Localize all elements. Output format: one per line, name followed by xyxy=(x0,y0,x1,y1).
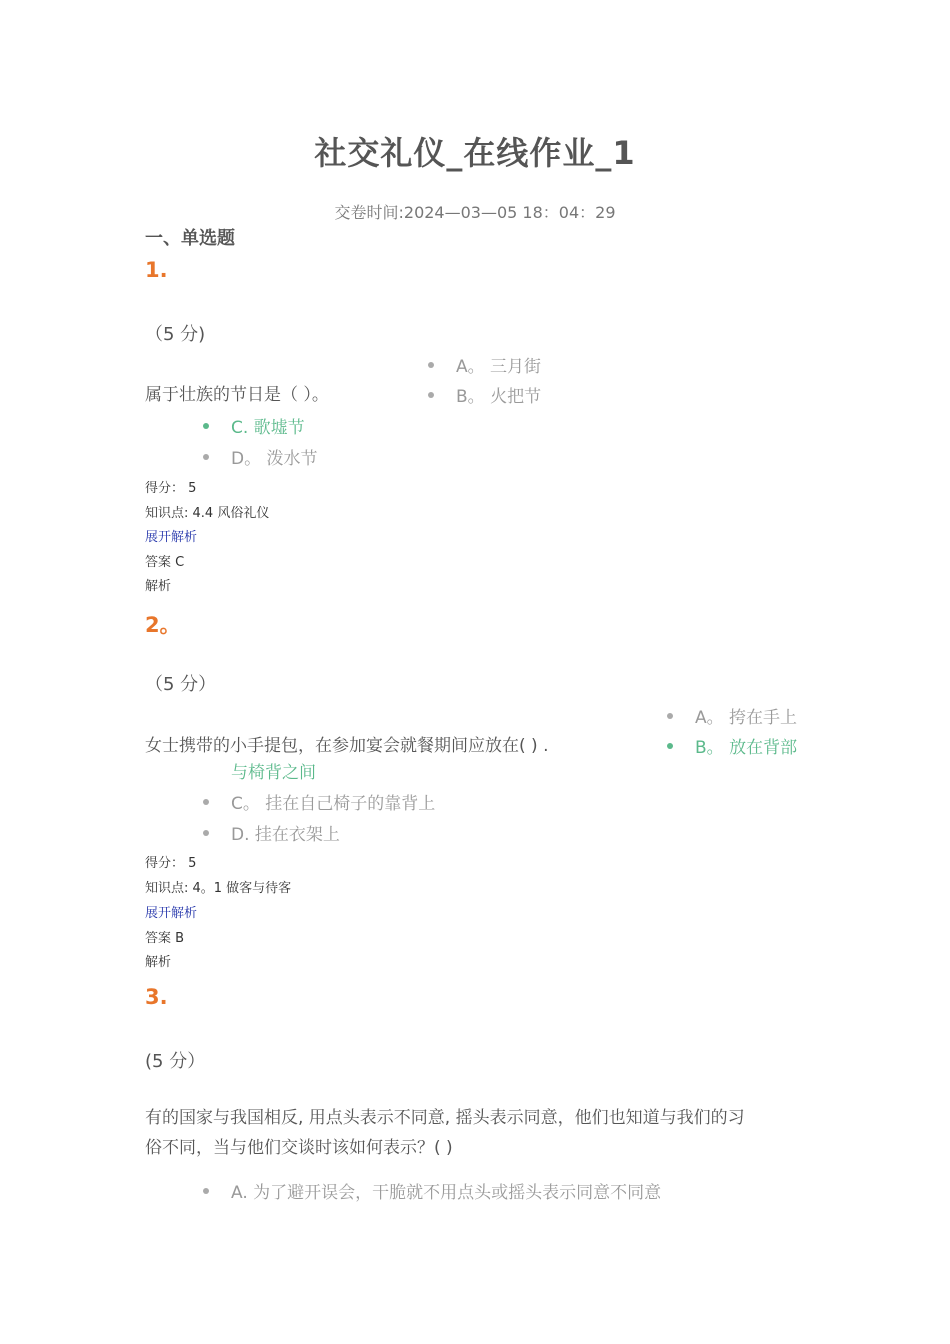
question-3-number: 3. xyxy=(145,985,168,1009)
question-3-points: (5 分） xyxy=(145,1051,206,1072)
bullet-icon xyxy=(428,362,434,368)
question-2-expand-link[interactable]: 展开解析 xyxy=(145,906,198,921)
question-1-number: 1. xyxy=(145,258,168,282)
question-2-number: 2。 xyxy=(145,613,181,637)
question-1-option-c[interactable]: C. 歌墟节 xyxy=(203,413,305,438)
question-2-points: （5 分） xyxy=(145,674,217,695)
bullet-icon xyxy=(667,713,673,719)
question-2-text: 女士携带的小手提包，在参加宴会就餐期间应放在( ) . xyxy=(145,736,549,756)
bullet-icon xyxy=(203,799,209,805)
bullet-icon xyxy=(667,743,673,749)
question-2-score: 得分： 5 xyxy=(145,856,197,871)
question-1-option-d[interactable]: D。 泼水节 xyxy=(203,444,318,469)
question-1-score: 得分： 5 xyxy=(145,481,197,496)
submit-time: 交卷时间:2024—03—05 18：04：29 xyxy=(334,203,616,222)
question-2-option-b[interactable]: B。 放在背部 xyxy=(667,733,797,758)
question-2-analysis: 解析 xyxy=(145,955,172,970)
section-heading: 一、单选题 xyxy=(145,228,235,249)
question-1-option-b[interactable]: B。 火把节 xyxy=(428,382,541,407)
question-1-text: 属于壮族的节日是（ ）。 xyxy=(145,385,329,405)
question-2-knowledge: 知识点: 4。1 做客与待客 xyxy=(145,881,292,896)
question-2-option-b-continued: 与椅背之间 xyxy=(231,763,316,783)
bullet-icon xyxy=(203,423,209,429)
question-1-answer: 答案 C xyxy=(145,555,185,570)
page-title: 社交礼仪_在线作业_1 xyxy=(314,134,636,172)
question-2-option-a[interactable]: A。 挎在手上 xyxy=(667,703,797,728)
bullet-icon xyxy=(203,1188,209,1194)
question-3-option-a[interactable]: A. 为了避开误会，干脆就不用点头或摇头表示同意不同意 xyxy=(203,1178,661,1203)
question-3-text: 有的国家与我国相反, 用点头表示不同意, 摇头表示同意，他们也知道与我们的习俗不同，当与他们交谈时该如何表示？( ) xyxy=(145,1108,745,1158)
question-2-option-c[interactable]: C。 挂在自己椅子的靠背上 xyxy=(203,789,435,814)
bullet-icon xyxy=(203,830,209,836)
question-1-knowledge: 知识点: 4.4 风俗礼仪 xyxy=(145,506,270,521)
question-2-answer: 答案 B xyxy=(145,931,185,946)
question-1-expand-link[interactable]: 展开解析 xyxy=(145,530,198,545)
question-1-option-a[interactable]: A。 三月街 xyxy=(428,352,541,377)
question-1-points: （5 分) xyxy=(145,324,206,345)
question-1-analysis: 解析 xyxy=(145,579,172,594)
question-2-option-d[interactable]: D. 挂在衣架上 xyxy=(203,820,340,845)
bullet-icon xyxy=(203,454,209,460)
bullet-icon xyxy=(428,392,434,398)
